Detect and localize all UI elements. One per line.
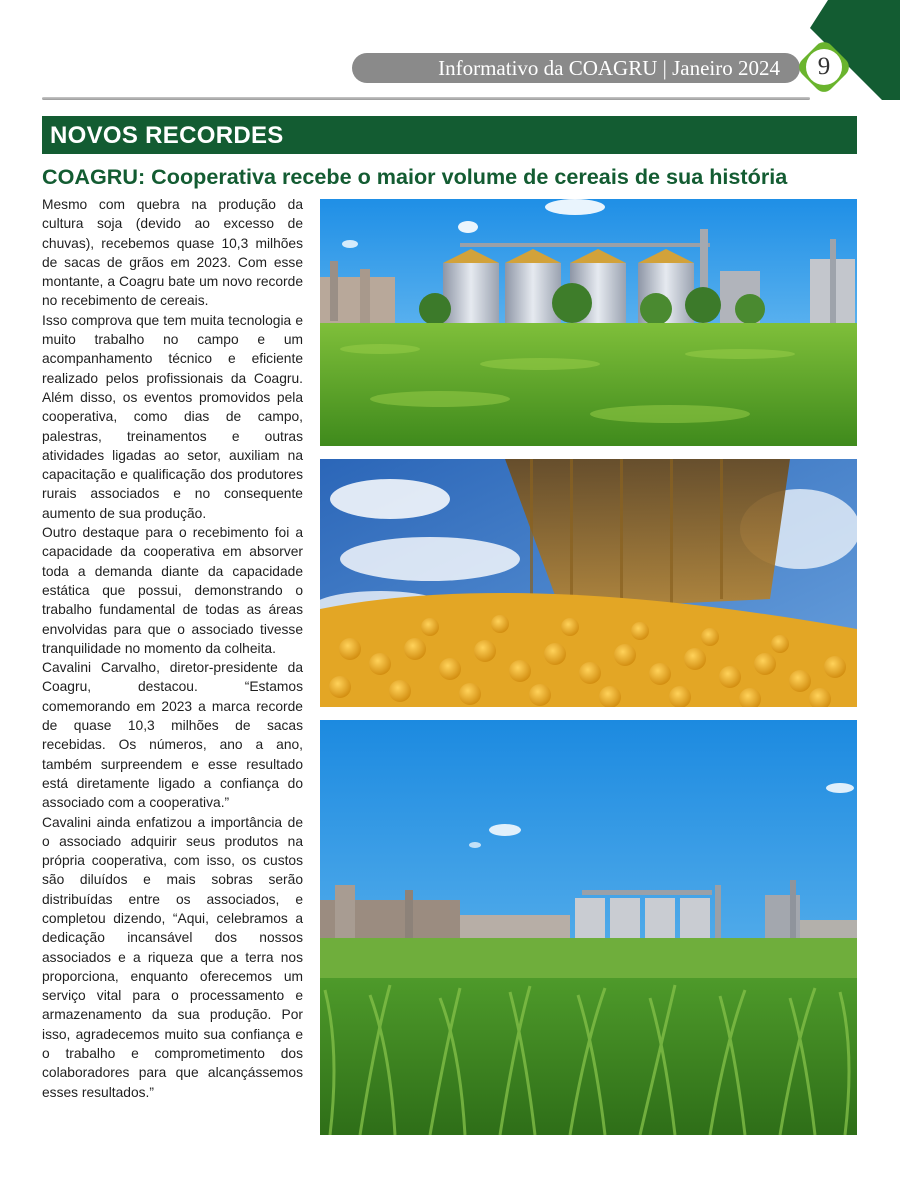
- section-title: NOVOS RECORDES: [50, 122, 284, 149]
- paragraph: Cavalini Carvalho, diretor-presidente da Coagru, destacou. “Estamos comemorando em 2023 a marca recorde de quase 10,3 milhões de sacas recebidas. Os números, ano a ano, também surpreendem e esse resultado está diretamente ligado a confiança do associado com a cooperativa.”: [42, 660, 303, 811]
- article-body: [42, 195, 303, 1102]
- paragraph: Cavalini ainda enfatizou a importância de o associado adquirir seus produtos na própria cooperativa, com isso, os custos são diluídos e mais sobras serão distribuídas entre os associados, e completou dizendo, “Aqui, celebramos a dedicação incansável dos nossos associados e a riqueza que a terra nos proporciona, enquanto oferecemos um serviço vital para o processamento e armazenamento da sua produção. Por isso, agradecemos muito sua confiança e o trabalho e comprometimento dos colaboradores para que alcançássemos esses resultados.”: [42, 814, 303, 1100]
- paragraph: Outro destaque para o recebimento foi a capacidade da cooperativa em absorver toda a demanda diante da capacidade estática que possui, demonstrando o trabalho fundamental de todas as áreas envolvidas para que o associado tivesse tranquilidade no momento da colheita.: [42, 525, 303, 656]
- soybean-grains-photo: [320, 459, 857, 707]
- paragraph: Isso comprova que tem muita tecnologia e muito trabalho no campo e um acompanhamento técnico e eficiente realizado pelos profissionais da Coagru. Além disso, os eventos promovidos pela cooperativa, como dias de campo, palestras, treinamentos e outras atividades ligadas ao setor, auxiliam na capacitação e qualificação dos produtores rurais associados e no consequente aumento de sua produção.: [42, 312, 303, 521]
- page-number: 9: [817, 53, 831, 80]
- corn-field-photo: [320, 720, 857, 1135]
- header-divider: [42, 97, 810, 100]
- article-headline: COAGRU: Cooperativa recebe o maior volume de cereais de sua história: [42, 164, 788, 189]
- silos-field-photo: [320, 199, 857, 446]
- paragraph: Mesmo com quebra na produção da cultura soja (devido ao excesso de chuvas), recebemos quase 10,3 milhões de sacas de grãos em 2023. Com esse montante, a Coagru bate um novo recorde no recebimento de cereais.: [42, 197, 303, 309]
- publication-title: Informativo da COAGRU | Janeiro 2024: [438, 56, 780, 80]
